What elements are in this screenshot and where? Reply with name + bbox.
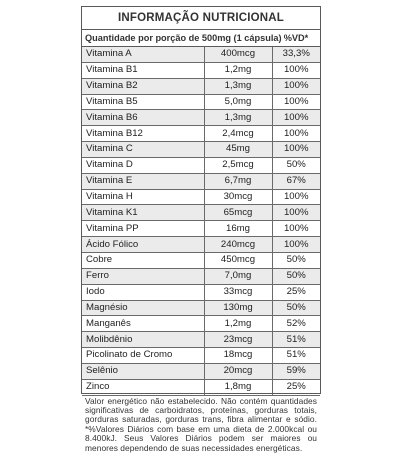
nutrient-amount: 1,8mg [204, 379, 272, 395]
nutrient-name: Vitamina H [82, 189, 204, 205]
nutrient-name: Molibdênio [82, 332, 204, 348]
nutrient-daily-value: 100% [272, 126, 320, 142]
table-row [82, 237, 320, 253]
nutrient-daily-value: 50% [272, 268, 320, 284]
nutrient-amount: 1,3mg [204, 110, 272, 126]
table-row [82, 142, 320, 158]
nutrient-amount: 23mcg [204, 332, 272, 348]
nutrient-daily-value: 100% [272, 142, 320, 158]
nutrient-amount: 450mcg [204, 252, 272, 268]
nutrient-amount: 30mcg [204, 189, 272, 205]
table-row [82, 94, 320, 110]
table-row [82, 189, 320, 205]
nutrition-table [82, 30, 320, 396]
table-row [82, 316, 320, 332]
nutrient-amount: 1,2mg [204, 62, 272, 78]
table-row [82, 173, 320, 189]
nutrient-daily-value: 100% [272, 78, 320, 94]
nutrient-daily-value: 67% [272, 173, 320, 189]
nutrient-name: Vitamina K1 [82, 205, 204, 221]
table-row [82, 363, 320, 379]
nutrient-name: Vitamina E [82, 173, 204, 189]
nutrition-facts-panel [81, 6, 321, 453]
nutrient-amount: 65mcg [204, 205, 272, 221]
table-row [82, 332, 320, 348]
nutrient-name: Vitamina C [82, 142, 204, 158]
table-row [82, 300, 320, 316]
nutrient-name: Iodo [82, 284, 204, 300]
table-row [82, 284, 320, 300]
nutrient-daily-value: 52% [272, 316, 320, 332]
nutrient-name: Vitamina D [82, 157, 204, 173]
nutrient-name: Vitamina B1 [82, 62, 204, 78]
serving-size-header: Quantidade por porção de 500mg (1 cápsula) [82, 30, 272, 47]
nutrient-daily-value: 33,3% [272, 47, 320, 63]
table-header-row [82, 30, 320, 47]
nutrient-daily-value: 51% [272, 332, 320, 348]
table-row [82, 110, 320, 126]
nutrient-daily-value: 100% [272, 62, 320, 78]
nutrient-amount: 6,7mg [204, 173, 272, 189]
nutrient-name: Vitamina A [82, 47, 204, 63]
table-row [82, 157, 320, 173]
nutrient-daily-value: 50% [272, 300, 320, 316]
nutrient-amount: 240mcg [204, 237, 272, 253]
nutrient-amount: 1,2mg [204, 316, 272, 332]
nutrient-name: Cobre [82, 252, 204, 268]
table-row [82, 205, 320, 221]
panel-title: INFORMAÇÃO NUTRICIONAL [82, 7, 320, 30]
nutrient-name: Vitamina B2 [82, 78, 204, 94]
table-row [82, 126, 320, 142]
table-row [82, 268, 320, 284]
nutrient-amount: 400mcg [204, 47, 272, 63]
nutrient-daily-value: 100% [272, 189, 320, 205]
daily-value-header: %VD* [272, 30, 320, 47]
nutrient-daily-value: 100% [272, 237, 320, 253]
nutrient-daily-value: 50% [272, 252, 320, 268]
nutrient-name: Picolinato de Cromo [82, 348, 204, 364]
table-row [82, 348, 320, 364]
nutrient-amount: 1,3mg [204, 78, 272, 94]
nutrient-daily-value: 50% [272, 157, 320, 173]
table-row [82, 47, 320, 63]
nutrient-daily-value: 100% [272, 94, 320, 110]
table-row [82, 221, 320, 237]
nutrient-name: Vitamina B6 [82, 110, 204, 126]
table-row [82, 78, 320, 94]
nutrient-amount: 33mcg [204, 284, 272, 300]
nutrient-name: Magnésio [82, 300, 204, 316]
table-row [82, 62, 320, 78]
nutrient-name: Vitamina PP [82, 221, 204, 237]
footnote: Valor energético não estabelecido. Não contém quantidades significativas de carboidratos, proteínas, gorduras totais, gorduras saturadas, gorduras trans, fibra alimentar e sódio. *%Valores Diários com base em uma dieta de 2.000kcal ou 8.400kJ. Seus Valores Diários podem ser maiores ou menores dependendo de suas necessidades energéticas. [85, 395, 317, 453]
nutrient-daily-value: 25% [272, 379, 320, 395]
nutrient-amount: 2,4mcg [204, 126, 272, 142]
nutrient-name: Vitamina B12 [82, 126, 204, 142]
nutrient-daily-value: 100% [272, 110, 320, 126]
nutrient-amount: 16mg [204, 221, 272, 237]
nutrient-amount: 18mcg [204, 348, 272, 364]
nutrient-amount: 20mcg [204, 363, 272, 379]
nutrient-name: Zinco [82, 379, 204, 395]
nutrient-daily-value: 100% [272, 205, 320, 221]
nutrient-name: Manganês [82, 316, 204, 332]
nutrient-daily-value: 51% [272, 348, 320, 364]
table-row [82, 252, 320, 268]
nutrient-daily-value: 100% [272, 221, 320, 237]
nutrient-rows [82, 47, 320, 396]
table-row [82, 379, 320, 395]
nutrient-name: Selênio [82, 363, 204, 379]
nutrient-amount: 130mg [204, 300, 272, 316]
nutrient-daily-value: 25% [272, 284, 320, 300]
nutrient-daily-value: 59% [272, 363, 320, 379]
nutrient-amount: 2,5mcg [204, 157, 272, 173]
nutrient-amount: 7,0mg [204, 268, 272, 284]
nutrient-amount: 5,0mg [204, 94, 272, 110]
nutrient-name: Ácido Fólico [82, 237, 204, 253]
nutrient-name: Vitamina B5 [82, 94, 204, 110]
nutrient-name: Ferro [82, 268, 204, 284]
nutrient-amount: 45mg [204, 142, 272, 158]
